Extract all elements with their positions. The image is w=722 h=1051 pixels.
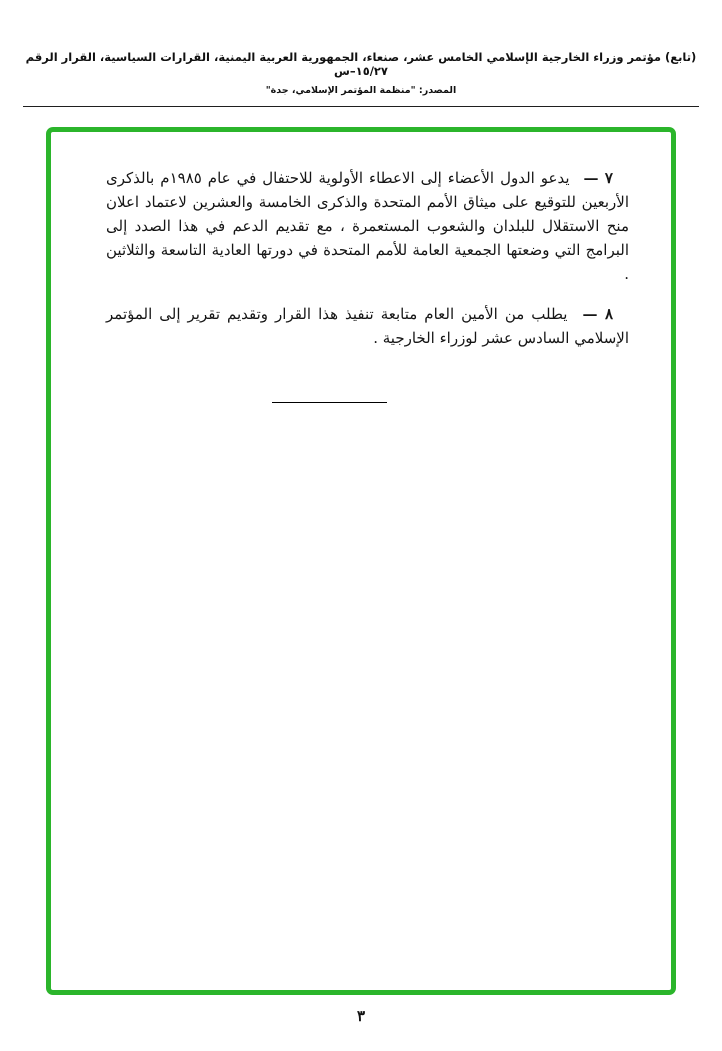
page-number: ٣ [356, 1007, 366, 1025]
paragraph-7 [106, 166, 629, 286]
paragraph-8 [106, 302, 629, 350]
header-title: (تابع) مؤتمر وزراء الخارجية الإسلامي الخامس عشر، صنعاء، الجمهورية العربية اليمنية، القرارات السياسية، القرار الرقم ١٥/٢٧–س [25, 50, 697, 78]
green-border-frame [46, 127, 676, 995]
paragraph-8-number: ٨ — [582, 305, 613, 323]
paragraph-7-number: ٧ — [583, 169, 613, 187]
paragraph-7-text: يدعو الدول الأعضاء إلى الاعطاء الأولوية للاحتفال في عام ١٩٨٥م بالذكرى الأربعين للتوقيع على ميثاق الأمم المتحدة والذكرى الخامسة والعشرين لاعتماد اعلان منح الاستقلال للبلدان والشعوب المستعمرة ، مع تقديم الدعم في هذا الصدد إلى البرامج التي وضعتها الجمعية العامة للأمم المتحدة في دورتها العادية التاسعة والثلاثين . [106, 169, 629, 283]
document-body [51, 132, 671, 403]
header-source: المصدر: "منظمة المؤتمر الإسلامي، جدة" [265, 85, 457, 96]
paragraph-8-text: يطلب من الأمين العام متابعة تنفيذ هذا القرار وتقديم تقرير إلى المؤتمر الإسلامي السادس عشر لوزراء الخارجية . [106, 305, 629, 347]
document-footer [0, 1007, 722, 1025]
document-header [0, 0, 722, 96]
header-rule [23, 106, 699, 107]
separator-line [272, 402, 387, 403]
